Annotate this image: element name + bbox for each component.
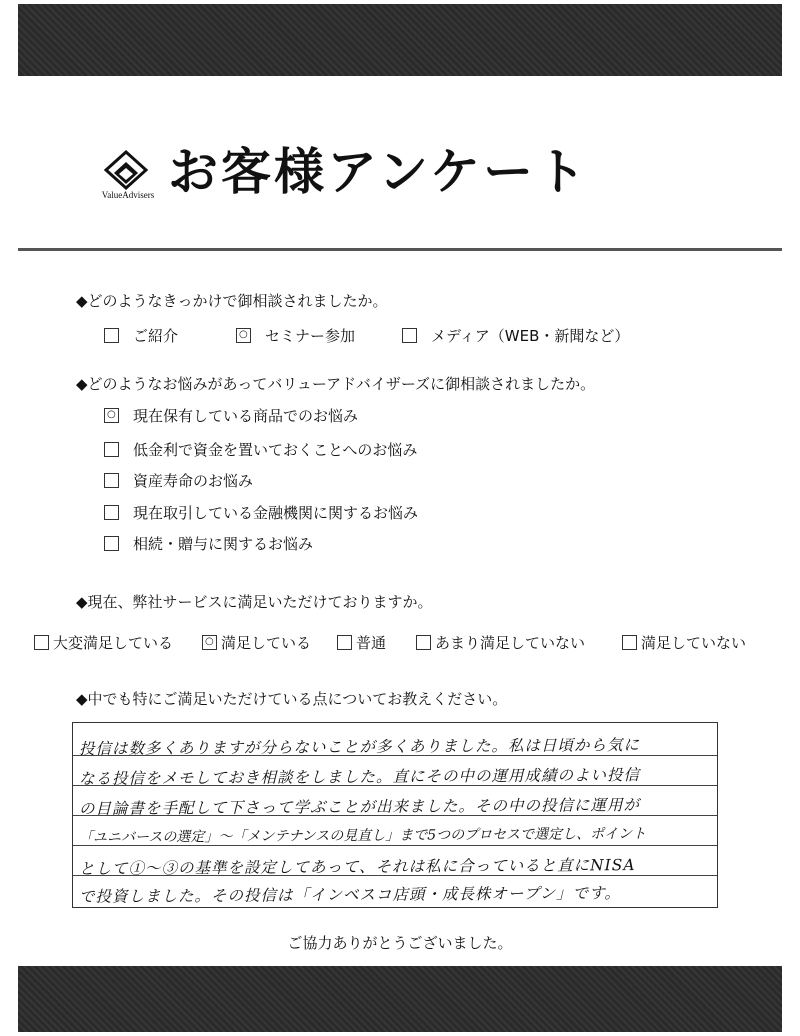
answer-line: なる投信をメモしておき相談をしました。直にその中の運用成績のよい投信 [78, 766, 641, 788]
answer-line: 「ユニバースの選定」～「メンテナンスの見直し」まで5つのプロセスで選定し、ポイント [78, 826, 647, 846]
q3-option-satisfied[interactable] [202, 632, 311, 653]
checkbox[interactable] [104, 442, 119, 457]
check-mark-icon: ○ [205, 636, 214, 647]
question-3: ◆現在、弊社サービスに満足いただけておりますか。 [76, 593, 433, 611]
q3-option-not-very-satisfied[interactable] [416, 632, 585, 653]
checkbox[interactable] [104, 505, 119, 520]
check-mark-icon: ○ [239, 329, 248, 340]
comment-answer-box[interactable] [72, 722, 718, 908]
option-label: 普通 [356, 634, 387, 652]
checkbox[interactable] [104, 408, 119, 423]
checkbox[interactable] [104, 473, 119, 488]
option-label: 現在取引している金融機関に関するお悩み [133, 504, 419, 522]
checkbox[interactable] [416, 635, 431, 650]
q1-option-referral[interactable] [104, 325, 178, 346]
q2-option-financial-institution[interactable] [104, 502, 418, 523]
option-label: 低金利で資金を置いておくことへのお悩み [133, 441, 418, 459]
option-label: 満足していない [641, 634, 747, 652]
header-divider [18, 248, 782, 251]
q2-option-low-interest[interactable] [104, 439, 417, 460]
logo-text: ValueAdvisers [101, 190, 155, 200]
option-label: ご紹介 [133, 327, 179, 345]
option-label: 満足している [221, 634, 312, 652]
option-label: 資産寿命のお悩み [133, 472, 254, 490]
option-label: あまり満足していない [435, 634, 586, 652]
question-4: ◆中でも特にご満足いただけている点についてお教えください。 [76, 690, 508, 708]
checkbox[interactable] [402, 328, 417, 343]
answer-line: の目論書を手配して下さって学ぶことが出来ました。その中の投信に運用が [78, 796, 641, 818]
top-banner [18, 4, 782, 76]
answer-line: で投資しました。その投信は「インベスコ店頭・成長株オープン」です。 [78, 884, 621, 906]
question-2: ◆どのようなお悩みがあってバリューアドバイザーズに御相談されましたか。 [76, 375, 596, 393]
q1-option-seminar[interactable] [236, 325, 355, 346]
checkbox[interactable] [202, 635, 217, 650]
answer-line: 投信は数多くありますが分らないことが多くありました。私は日頃から気に [78, 736, 641, 758]
q3-option-not-satisfied[interactable] [622, 632, 746, 653]
checkbox[interactable] [622, 635, 637, 650]
option-label: 大変満足している [53, 634, 174, 652]
q2-option-asset-longevity[interactable] [104, 470, 253, 491]
bottom-banner [18, 966, 782, 1032]
q2-option-current-holdings[interactable] [104, 405, 358, 426]
page-title: お客様アンケート [168, 143, 589, 201]
thank-you-message: ご協力ありがとうございました。 [287, 934, 513, 952]
q1-option-media[interactable] [402, 325, 629, 346]
checkbox[interactable] [236, 328, 251, 343]
answer-line: として①～③の基準を設定してあって、それは私に合っていると直にNISA [78, 856, 636, 878]
option-label: 相続・贈与に関するお悩み [133, 535, 314, 553]
q3-option-neutral[interactable] [337, 632, 386, 653]
option-label: 現在保有している商品でのお悩み [133, 407, 359, 425]
option-label: メディア（WEB・新聞など） [431, 327, 630, 345]
checkbox[interactable] [34, 635, 49, 650]
checkbox[interactable] [337, 635, 352, 650]
checkbox[interactable] [104, 328, 119, 343]
q3-option-very-satisfied[interactable] [34, 632, 173, 653]
checkbox[interactable] [104, 536, 119, 551]
check-mark-icon: ○ [107, 409, 116, 420]
option-label: セミナー参加 [265, 327, 356, 345]
question-1: ◆どのようなきっかけで御相談されましたか。 [76, 292, 388, 310]
q2-option-inheritance[interactable] [104, 533, 313, 554]
